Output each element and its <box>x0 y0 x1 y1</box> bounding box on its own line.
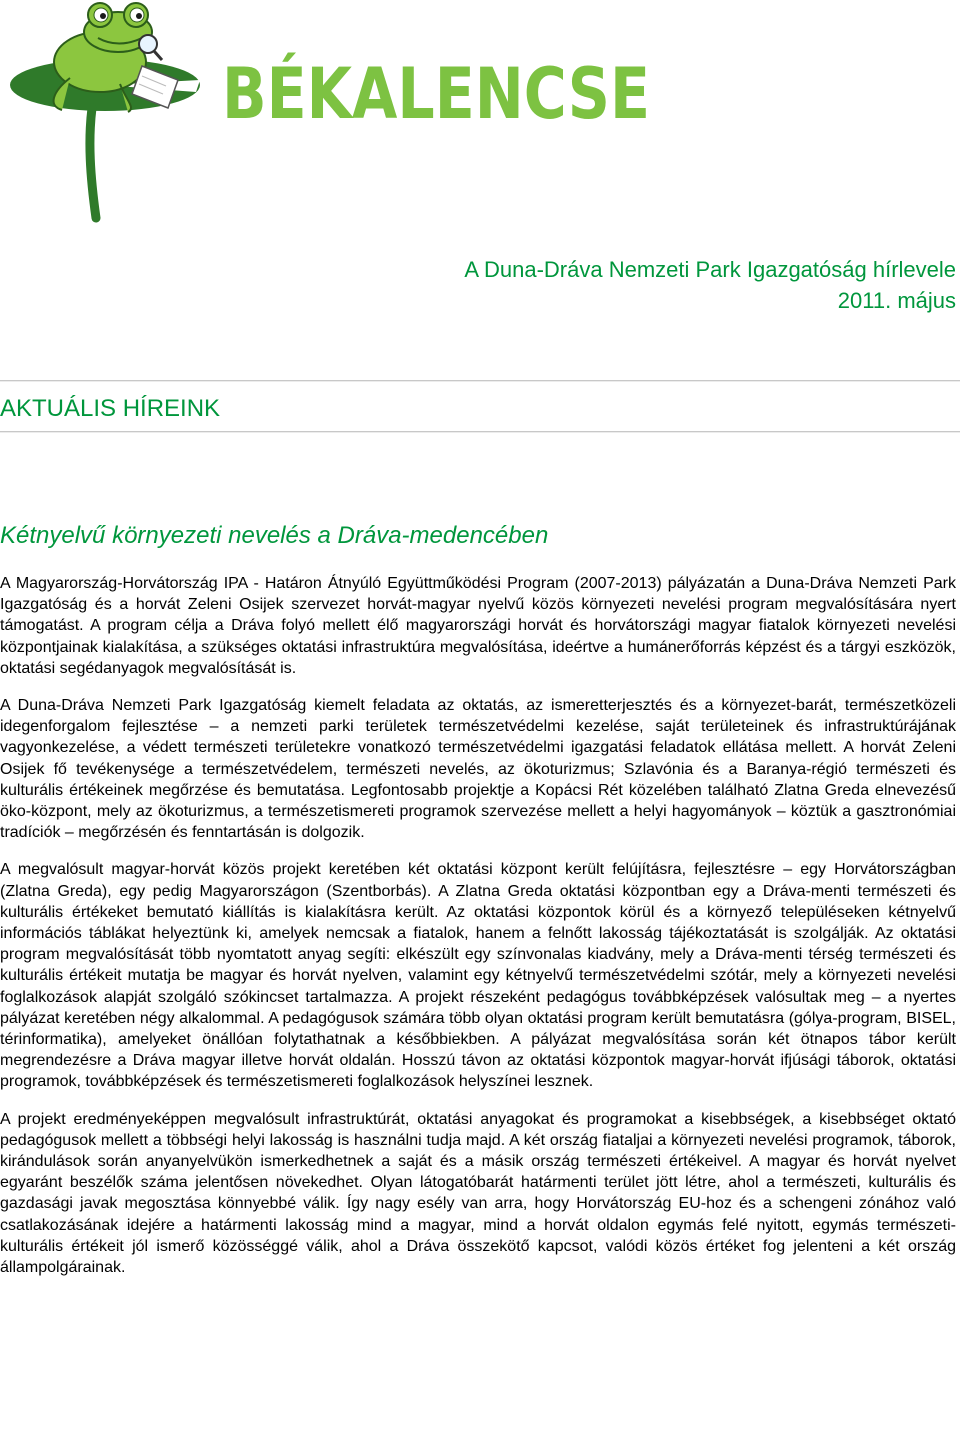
article-paragraph-3: A megvalósult magyar-horvát közös projekt keretében két oktatási központ került felújításra, fejlesztésre – egy Horvátországban (Zlatna Greda), egy pedig Magyarországon (Szentborbás). A Zlatna Greda oktatási központban egy a Dráva-menti természeti és kulturális értékeket bemutató kiállítás is kialakításra került. Az oktatási központok körül és a környező településeken kétnyelvű információs táblákat helyeztünk ki, amelyek nemcsak a fiatalok, hanem a felnőtt lakosság tájékoztatását is szolgálják. Az oktatási program megvalósítását több nyomtatott anyag segíti: elkészült egy színvonalas kiadvány, mely a Dráva-menti térség természeti és kulturális értékeit mutatja be magyar és horvát nyelven, valamint egy kétnyelvű természetvédelmi szótár, mely a környezeti nevelési foglalkozások alapját szolgáló szókincset tartalmazza. A projekt részeként pedagógus továbbképzések valósultak meg – a nyertes pályázat keretében négy alkalommal. A pedagógusok számára több olyan oktatási program került bemutatásra (gólya-program, BISEL, térinformatika), amelyeket önállóan folytathatnak a későbbiekben. A pályázat megvalósítása során két ötnapos tábor került megrendezésre a Dráva magyar illetve horvát oldalán. Hosszú távon az oktatási központok magyar-horvát ifjúsági táborok, oktatási programok, továbbképzések és természetismereti foglalkozások helyszínei lesznek. <box>0 861 956 1091</box>
frog-illustration <box>10 3 200 218</box>
newsletter-title: A Duna-Dráva Nemzeti Park Igazgatóság hírlevele <box>464 257 956 282</box>
article-title: Kétnyelvű környezeti nevelés a Dráva-medencében <box>0 522 549 549</box>
logo-wordmark: BÉKALENCSE <box>222 53 650 135</box>
divider-bottom <box>0 431 960 433</box>
article-paragraph-1: A Magyarország-Horvátország IPA - Határon Átnyúló Együttműködési Program (2007-2013) pályázatán a Duna-Dráva Nemzeti Park Igazgatóság és a horvát Zeleni Osijek szervezet horvát-magyar nyelvű közös környezeti nevelési program megvalósítására nyert támogatást. A program célja a Dráva folyó mellett élő magyarországi horvát és horvátországi magyar fiatalok környezeti nevelési központjainak kialakítása, a szükséges oktatási infrastruktúra megvalósítása, ideértve a humánerőforrás képzést és a tárgyi eszközök, oktatási segédanyagok megvalósítását is. <box>0 575 956 677</box>
divider-top <box>0 380 960 382</box>
article-paragraph-4: A projekt eredményeképpen megvalósult infrastruktúrát, oktatási anyagokat és programokat a kisebbségek, a kisebbséget oktató pedagógusok mellett a többségi helyi lakosság is használni tudja majd. A két ország fiataljai a környezeti nevelési programok, táborok, kirándulások során anyanyelvükön ismerkedhetnek a saját és a másik ország természeti értékeivel. A magyar és horvát nyelvet egyaránt beszélők száma jelentősen növekedhet. Olyan látogatóbarát határmenti terület jött létre, ahol a természeti, kulturális és gazdasági javak megosztása könnyebbé válik. Így nagy esély van arra, hogy Horvátország EU-hoz és a schengeni zónához való csatlakozásának idejére a határmenti lakosság mind a magyar, mind a horvát oldalon egymás felé nyitott, egymás természeti- kulturális értékeit jól ismerő közösséggé válik, ahol a Dráva összekötő kapcsot, valódi közös értéket fog jelenteni a két ország állampolgárainak. <box>0 1110 956 1277</box>
newsletter-date: 2011. május <box>837 288 956 313</box>
article-paragraph-2: A Duna-Dráva Nemzeti Park Igazgatóság kiemelt feladata az oktatás, az ismeretterjesztés és a környezet-barát, természetközeli idegenforgalom fejlesztése – a nemzeti parki területek természetvédelmi kezelése, saját területeinek és infrastruktúrájának vagyonkezelése, a védett természeti területekre vonatkozó természetvédelmi igazgatási feladatok ellátása mellett. A horvát Zeleni Osijek fő tevékenysége a természetvédelem, természeti nevelés, az ökoturizmus; Szlavónia és a Baranya-régió természeti és kulturális értékeinek megőrzése és bemutatása. Legfontosabb projektje a Kopácsi Rét közelében található Zlatna Greda elnevezésű öko-központ, mely az ökoturizmus, a természetismereti programok szervezése mellett a helyi hagyományok – köztük a gasztronómiai tradíciók – megőrzésén és fenntartásán is dolgozik. <box>0 697 956 842</box>
bekalencse-logo <box>0 0 680 230</box>
article-body <box>0 573 956 1294</box>
section-title: AKTUÁLIS HÍREINK <box>0 395 221 422</box>
